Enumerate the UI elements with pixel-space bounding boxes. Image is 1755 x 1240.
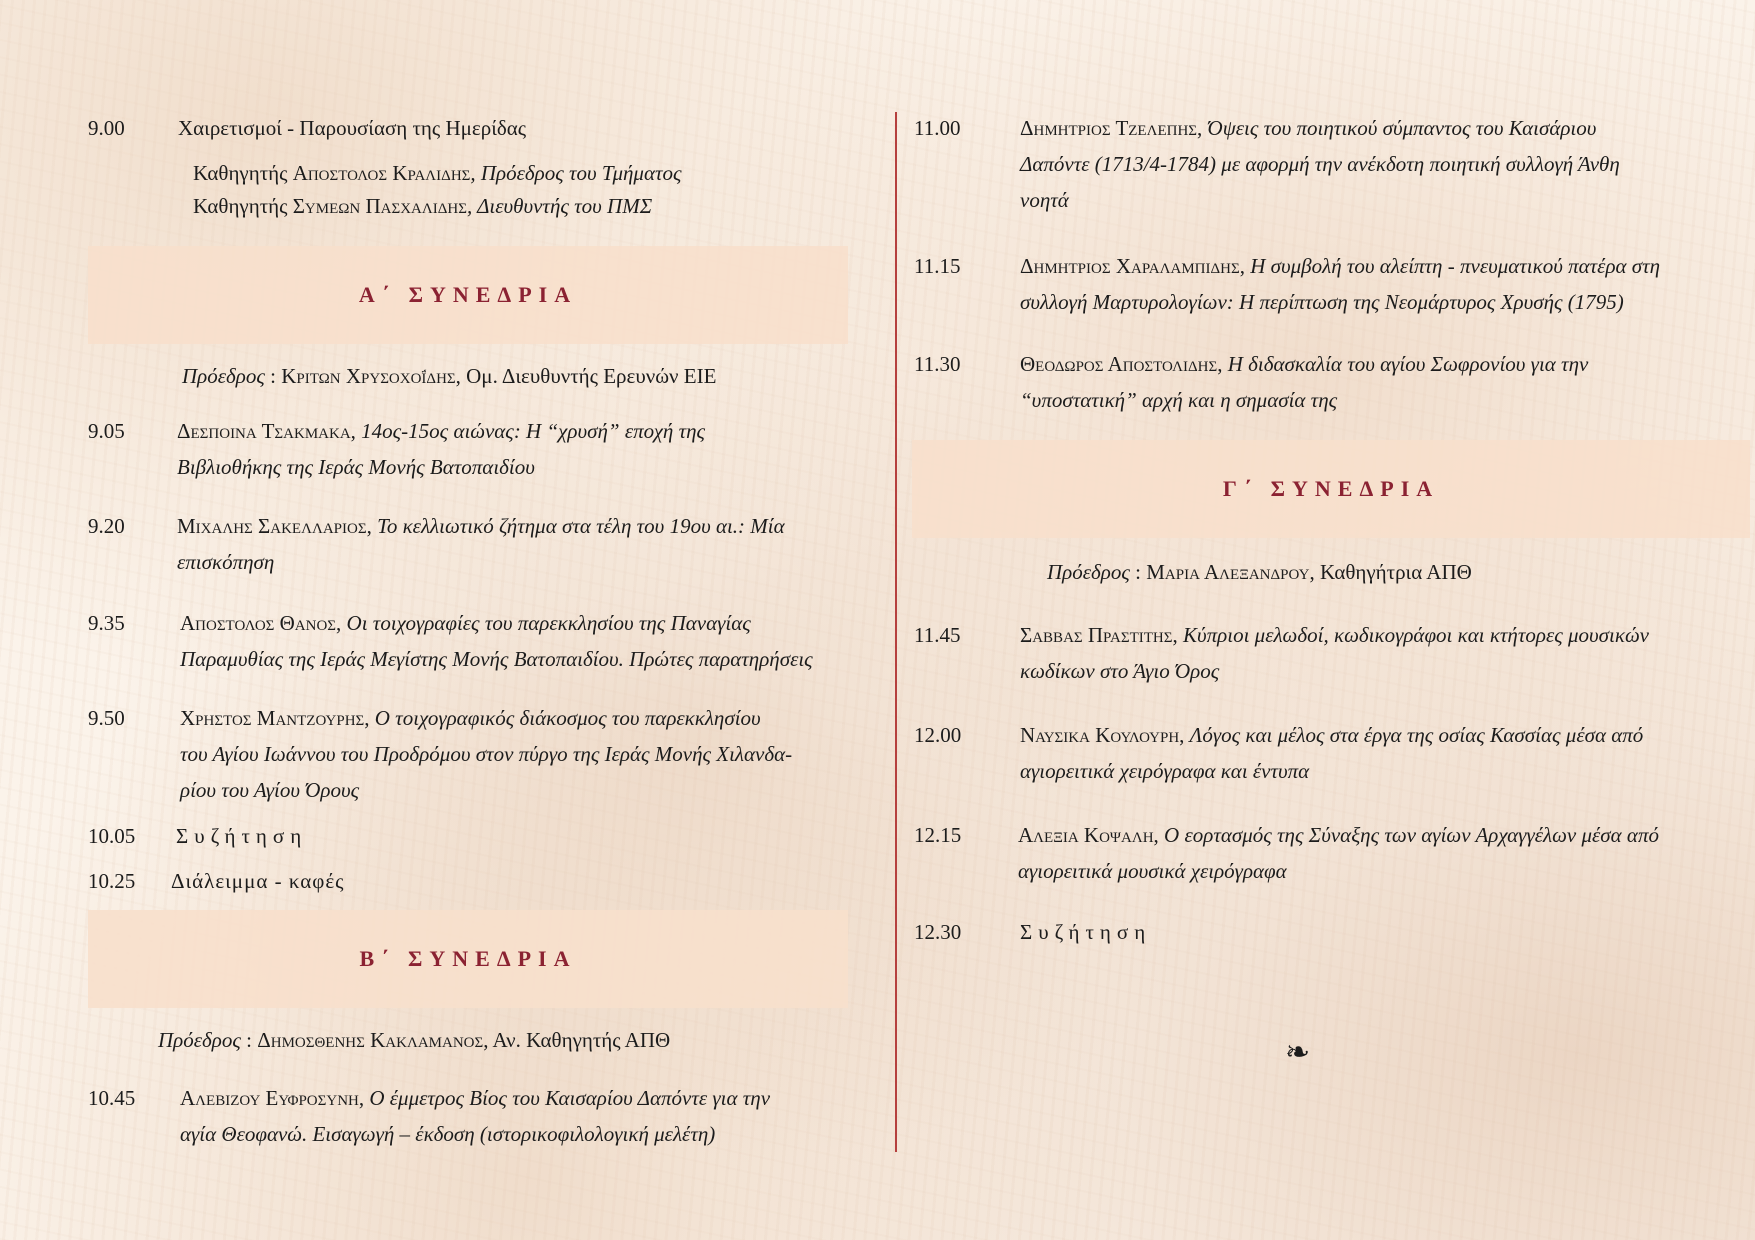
- chair-name: Δημοσθενης Κακλαμανος: [257, 1028, 484, 1052]
- welcome-title: Χαιρετισμοί - Παρουσίαση της Ημερίδας: [178, 116, 527, 140]
- speaker-name: Σαββας Πραστιτης: [1020, 623, 1173, 647]
- speaker-name: Αποστολος Κραλιδης: [292, 161, 471, 185]
- session-b-header: [88, 910, 848, 1008]
- session-c-chair: Πρόεδρος : Μαρια Αλεξανδρου, Καθηγήτρια ΑΠΘ: [1047, 560, 1472, 584]
- session-c-header: [912, 440, 1750, 538]
- speaker-name: Χρηστος Μαντζουρης: [180, 706, 365, 730]
- speaker-name: Αποστολος Θανος: [180, 611, 337, 635]
- speaker-name: Ναυσικα Κουλουρη: [1020, 723, 1180, 747]
- fleuron-ornament-icon: ❧: [1285, 1036, 1311, 1069]
- welcome-speaker-1: Καθηγητής Αποστολος Κραλιδης, Πρόεδρος του Τμήματος: [193, 161, 682, 185]
- chair-name: Κριτων Χρυσοχοΐδης: [281, 364, 456, 388]
- time: 9.00: [88, 116, 125, 140]
- speaker-name: Θεοδωρος Αποστολιδης: [1020, 352, 1218, 376]
- speaker-name: Δημητριος Τζελεπης: [1020, 116, 1198, 140]
- talk-title: Η διδασκαλία του αγίου Σωφρονίου για την: [1227, 352, 1589, 376]
- speaker-name: Αλεξια Κοψαλη: [1018, 823, 1154, 847]
- discussion-label: Συζήτηση: [176, 824, 308, 848]
- speaker-name: Δεσποινα Τσακμακα: [177, 419, 351, 443]
- talk-title: Λόγος και μέλος στα έργα της οσίας Κασσίας μέσα από: [1189, 723, 1644, 747]
- chair-name: Μαρια Αλεξανδρου: [1146, 560, 1310, 584]
- talk-title: 14ος-15ος αιώνας: Η “χρυσή” εποχή της: [361, 419, 706, 443]
- talk-title: Ο τοιχογραφικός διάκοσμος του παρεκκλησίου: [374, 706, 761, 730]
- break-label: Διάλειμμα - καφές: [171, 869, 345, 893]
- talk-title: Η συμβολή του αλείπτη - πνευματικού πατέρα στη: [1250, 254, 1661, 278]
- welcome-speaker-2: Καθηγητής Συμεων Πασχαλιδης, Διευθυντής του ΠΜΣ: [193, 194, 653, 218]
- session-title: Β΄ ΣΥΝΕΔΡΙΑ: [359, 946, 577, 971]
- speaker-name: Αλεβιζου Ευφροσυνη: [180, 1086, 359, 1110]
- talk-title: Το κελλιωτικό ζήτημα στα τέλη του 19ου αι.: Μία: [377, 514, 785, 538]
- session-title: Α΄ ΣΥΝΕΔΡΙΑ: [358, 282, 578, 307]
- discussion-label: Συζήτηση: [1020, 920, 1152, 944]
- speaker-name: Μιχαλης Σακελλαριος: [177, 514, 367, 538]
- talk-title: Ο έμμετρος Βίος του Καισαρίου Δαπόντε για την: [369, 1086, 771, 1110]
- talk-title: Όψεις του ποιητικού σύμπαντος του Καισάριου: [1207, 116, 1597, 140]
- session-title: Γ΄ ΣΥΝΕΔΡΙΑ: [1222, 476, 1440, 501]
- talk-title: Ο εορτασμός της Σύναξης των αγίων Αρχαγγέλων μέσα από: [1164, 823, 1659, 847]
- column-divider: [895, 112, 897, 1152]
- speaker-name: Συμεων Πασχαλιδης: [292, 194, 467, 218]
- speaker-name: Δημητριος Χαραλαμπιδης: [1020, 254, 1240, 278]
- talk-title: Οι τοιχογραφίες του παρεκκλησίου της Παναγίας: [346, 611, 751, 635]
- session-b-chair: Πρόεδρος : Δημοσθενης Κακλαμανος, Αν. Καθηγητής ΑΠΘ: [158, 1028, 671, 1052]
- session-a-chair: Πρόεδρος : Κριτων Χρυσοχοΐδης, Ομ. Διευθυντής Ερευνών ΕΙΕ: [182, 364, 717, 388]
- session-a-header: [88, 246, 848, 344]
- talk-title: Κύπριοι μελωδοί, κωδικογράφοι και κτήτορες μουσικών: [1182, 623, 1649, 647]
